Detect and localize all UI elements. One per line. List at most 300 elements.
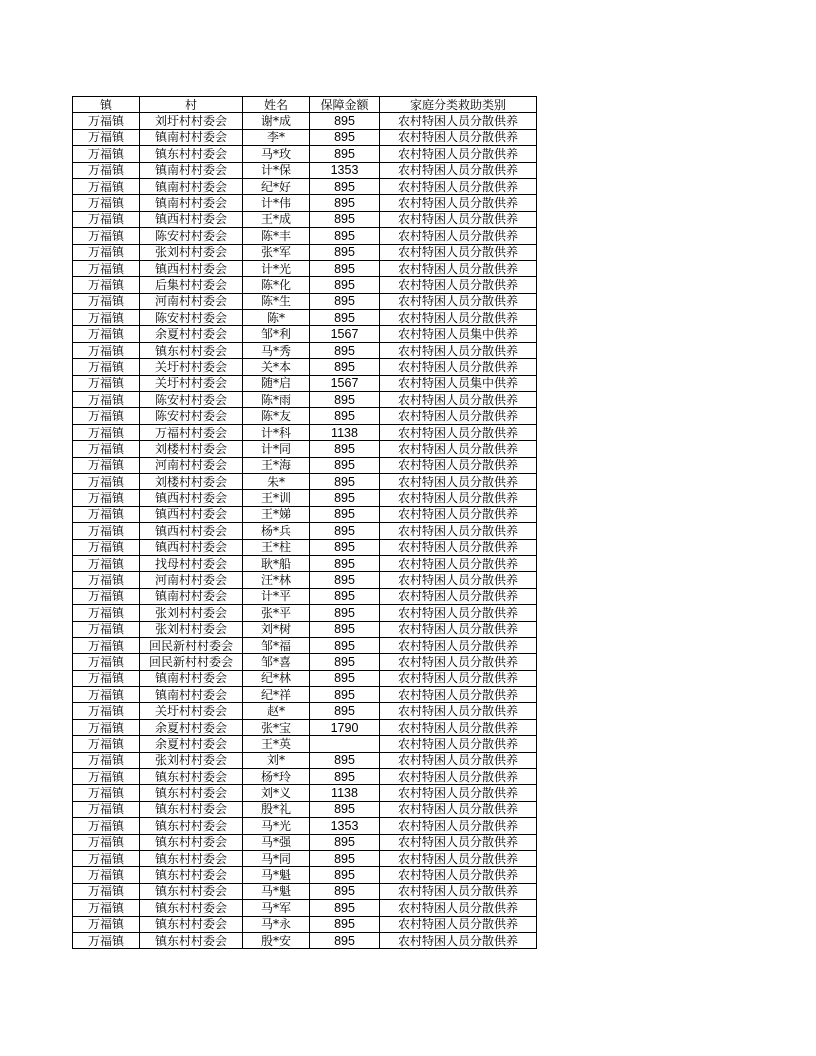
cell-name: 马*强 bbox=[243, 834, 310, 850]
cell-village: 关圩村村委会 bbox=[140, 375, 243, 391]
cell-village: 张刘村村委会 bbox=[140, 621, 243, 637]
cell-amount: 895 bbox=[310, 473, 380, 489]
cell-town: 万福镇 bbox=[73, 769, 140, 785]
table-row bbox=[73, 654, 537, 670]
cell-amount: 895 bbox=[310, 932, 380, 948]
table-row bbox=[73, 424, 537, 440]
cell-village: 镇南村村委会 bbox=[140, 195, 243, 211]
cell-category: 农村特困人员分散供养 bbox=[380, 195, 537, 211]
table-row bbox=[73, 883, 537, 899]
cell-village: 镇西村村委会 bbox=[140, 523, 243, 539]
cell-category: 农村特困人员分散供养 bbox=[380, 162, 537, 178]
cell-town: 万福镇 bbox=[73, 146, 140, 162]
cell-category: 农村特困人员分散供养 bbox=[380, 408, 537, 424]
cell-category: 农村特困人员分散供养 bbox=[380, 506, 537, 522]
cell-village: 余夏村村委会 bbox=[140, 326, 243, 342]
cell-town: 万福镇 bbox=[73, 752, 140, 768]
cell-town: 万福镇 bbox=[73, 326, 140, 342]
cell-category: 农村特困人员分散供养 bbox=[380, 605, 537, 621]
cell-name: 张*平 bbox=[243, 605, 310, 621]
cell-town: 万福镇 bbox=[73, 293, 140, 309]
table-row bbox=[73, 834, 537, 850]
cell-village: 后集村村委会 bbox=[140, 277, 243, 293]
table-row bbox=[73, 277, 537, 293]
cell-village: 镇东村村委会 bbox=[140, 818, 243, 834]
cell-village: 河南村村委会 bbox=[140, 293, 243, 309]
cell-village: 张刘村村委会 bbox=[140, 752, 243, 768]
cell-amount: 895 bbox=[310, 211, 380, 227]
cell-name: 纪*林 bbox=[243, 670, 310, 686]
cell-amount: 895 bbox=[310, 850, 380, 866]
cell-village: 镇西村村委会 bbox=[140, 211, 243, 227]
cell-category: 农村特困人员分散供养 bbox=[380, 801, 537, 817]
cell-name: 王*英 bbox=[243, 736, 310, 752]
cell-town: 万福镇 bbox=[73, 736, 140, 752]
cell-amount: 895 bbox=[310, 769, 380, 785]
cell-amount: 895 bbox=[310, 441, 380, 457]
table-row bbox=[73, 588, 537, 604]
cell-name: 张*军 bbox=[243, 244, 310, 260]
cell-town: 万福镇 bbox=[73, 555, 140, 571]
table-row bbox=[73, 146, 537, 162]
cell-amount: 895 bbox=[310, 293, 380, 309]
table-row bbox=[73, 441, 537, 457]
table-row bbox=[73, 752, 537, 768]
cell-town: 万福镇 bbox=[73, 916, 140, 932]
cell-category: 农村特困人员分散供养 bbox=[380, 654, 537, 670]
cell-name: 王*成 bbox=[243, 211, 310, 227]
cell-category: 农村特困人员分散供养 bbox=[380, 883, 537, 899]
cell-village: 张刘村村委会 bbox=[140, 244, 243, 260]
cell-village: 镇东村村委会 bbox=[140, 146, 243, 162]
table-row bbox=[73, 211, 537, 227]
cell-village: 万福村村委会 bbox=[140, 424, 243, 440]
cell-amount: 895 bbox=[310, 867, 380, 883]
cell-category: 农村特困人员分散供养 bbox=[380, 555, 537, 571]
cell-category: 农村特困人员分散供养 bbox=[380, 392, 537, 408]
cell-category: 农村特困人员分散供养 bbox=[380, 736, 537, 752]
cell-amount: 1567 bbox=[310, 375, 380, 391]
cell-name: 殷*安 bbox=[243, 932, 310, 948]
table-row bbox=[73, 523, 537, 539]
cell-town: 万福镇 bbox=[73, 818, 140, 834]
cell-name: 陈*雨 bbox=[243, 392, 310, 408]
cell-category: 农村特困人员分散供养 bbox=[380, 834, 537, 850]
cell-category: 农村特困人员分散供养 bbox=[380, 178, 537, 194]
cell-name: 耿*船 bbox=[243, 555, 310, 571]
cell-amount: 1138 bbox=[310, 785, 380, 801]
header-row bbox=[73, 97, 537, 113]
cell-name: 陈*丰 bbox=[243, 228, 310, 244]
cell-amount: 895 bbox=[310, 900, 380, 916]
cell-town: 万福镇 bbox=[73, 523, 140, 539]
cell-name: 谢*成 bbox=[243, 113, 310, 129]
cell-amount: 895 bbox=[310, 916, 380, 932]
cell-town: 万福镇 bbox=[73, 506, 140, 522]
cell-category: 农村特困人员分散供养 bbox=[380, 129, 537, 145]
cell-village: 镇南村村委会 bbox=[140, 670, 243, 686]
cell-town: 万福镇 bbox=[73, 539, 140, 555]
cell-name: 计*伟 bbox=[243, 195, 310, 211]
cell-name: 赵* bbox=[243, 703, 310, 719]
cell-town: 万福镇 bbox=[73, 850, 140, 866]
cell-village: 陈安村村委会 bbox=[140, 408, 243, 424]
table-row bbox=[73, 244, 537, 260]
cell-name: 刘*树 bbox=[243, 621, 310, 637]
cell-name: 杨*兵 bbox=[243, 523, 310, 539]
cell-amount: 895 bbox=[310, 178, 380, 194]
table-row bbox=[73, 293, 537, 309]
cell-category: 农村特困人员分散供养 bbox=[380, 490, 537, 506]
cell-name: 马*光 bbox=[243, 818, 310, 834]
cell-amount: 895 bbox=[310, 490, 380, 506]
table-row bbox=[73, 228, 537, 244]
table-row bbox=[73, 342, 537, 358]
table-row bbox=[73, 637, 537, 653]
cell-name: 马*军 bbox=[243, 900, 310, 916]
cell-name: 马*魁 bbox=[243, 867, 310, 883]
cell-amount: 895 bbox=[310, 408, 380, 424]
cell-category: 农村特困人员分散供养 bbox=[380, 473, 537, 489]
cell-village: 镇东村村委会 bbox=[140, 883, 243, 899]
cell-amount: 895 bbox=[310, 277, 380, 293]
cell-category: 农村特困人员分散供养 bbox=[380, 900, 537, 916]
table-row bbox=[73, 818, 537, 834]
cell-village: 关圩村村委会 bbox=[140, 359, 243, 375]
table-row bbox=[73, 687, 537, 703]
cell-category: 农村特困人员分散供养 bbox=[380, 703, 537, 719]
cell-amount: 895 bbox=[310, 621, 380, 637]
cell-category: 农村特困人员分散供养 bbox=[380, 932, 537, 948]
cell-category: 农村特困人员分散供养 bbox=[380, 211, 537, 227]
cell-name: 计*同 bbox=[243, 441, 310, 457]
cell-village: 镇东村村委会 bbox=[140, 900, 243, 916]
cell-town: 万福镇 bbox=[73, 637, 140, 653]
table-row bbox=[73, 506, 537, 522]
cell-village: 镇东村村委会 bbox=[140, 834, 243, 850]
cell-amount: 895 bbox=[310, 342, 380, 358]
cell-amount: 895 bbox=[310, 670, 380, 686]
table-row bbox=[73, 408, 537, 424]
cell-village: 镇东村村委会 bbox=[140, 801, 243, 817]
cell-town: 万福镇 bbox=[73, 277, 140, 293]
table-row bbox=[73, 539, 537, 555]
cell-name: 汪*林 bbox=[243, 572, 310, 588]
cell-town: 万福镇 bbox=[73, 228, 140, 244]
cell-town: 万福镇 bbox=[73, 457, 140, 473]
relief-roster-table bbox=[72, 96, 537, 949]
cell-village: 刘楼村村委会 bbox=[140, 441, 243, 457]
cell-town: 万福镇 bbox=[73, 900, 140, 916]
cell-town: 万福镇 bbox=[73, 687, 140, 703]
cell-amount: 1353 bbox=[310, 162, 380, 178]
table-row bbox=[73, 260, 537, 276]
cell-category: 农村特困人员分散供养 bbox=[380, 113, 537, 129]
cell-village: 河南村村委会 bbox=[140, 457, 243, 473]
cell-name: 马*魁 bbox=[243, 883, 310, 899]
header-name: 姓名 bbox=[243, 97, 310, 113]
cell-village: 刘楼村村委会 bbox=[140, 473, 243, 489]
cell-town: 万福镇 bbox=[73, 621, 140, 637]
header-category: 家庭分类救助类别 bbox=[380, 97, 537, 113]
cell-amount: 895 bbox=[310, 457, 380, 473]
cell-town: 万福镇 bbox=[73, 932, 140, 948]
cell-amount: 895 bbox=[310, 588, 380, 604]
cell-category: 农村特困人员分散供养 bbox=[380, 277, 537, 293]
cell-name: 随*启 bbox=[243, 375, 310, 391]
cell-village: 镇东村村委会 bbox=[140, 916, 243, 932]
cell-category: 农村特困人员分散供养 bbox=[380, 670, 537, 686]
cell-town: 万福镇 bbox=[73, 178, 140, 194]
cell-village: 镇南村村委会 bbox=[140, 687, 243, 703]
cell-amount: 895 bbox=[310, 654, 380, 670]
cell-town: 万福镇 bbox=[73, 572, 140, 588]
table-row bbox=[73, 555, 537, 571]
table-row bbox=[73, 195, 537, 211]
cell-town: 万福镇 bbox=[73, 211, 140, 227]
table-row bbox=[73, 801, 537, 817]
table-row bbox=[73, 719, 537, 735]
cell-amount: 1353 bbox=[310, 818, 380, 834]
cell-town: 万福镇 bbox=[73, 719, 140, 735]
cell-town: 万福镇 bbox=[73, 441, 140, 457]
cell-category: 农村特困人员分散供养 bbox=[380, 621, 537, 637]
cell-village: 镇南村村委会 bbox=[140, 129, 243, 145]
cell-name: 杨*玲 bbox=[243, 769, 310, 785]
cell-village: 回民新村村委会 bbox=[140, 654, 243, 670]
cell-name: 王*海 bbox=[243, 457, 310, 473]
cell-name: 纪*祥 bbox=[243, 687, 310, 703]
cell-category: 农村特困人员分散供养 bbox=[380, 293, 537, 309]
cell-town: 万福镇 bbox=[73, 490, 140, 506]
table-row bbox=[73, 605, 537, 621]
cell-town: 万福镇 bbox=[73, 654, 140, 670]
cell-amount: 895 bbox=[310, 703, 380, 719]
cell-amount: 895 bbox=[310, 244, 380, 260]
cell-category: 农村特困人员分散供养 bbox=[380, 457, 537, 473]
cell-category: 农村特困人员分散供养 bbox=[380, 572, 537, 588]
cell-amount bbox=[310, 736, 380, 752]
cell-town: 万福镇 bbox=[73, 310, 140, 326]
cell-village: 张刘村村委会 bbox=[140, 605, 243, 621]
cell-town: 万福镇 bbox=[73, 834, 140, 850]
cell-name: 马*同 bbox=[243, 850, 310, 866]
table-row bbox=[73, 932, 537, 948]
cell-town: 万福镇 bbox=[73, 359, 140, 375]
cell-name: 马*秀 bbox=[243, 342, 310, 358]
table-row bbox=[73, 900, 537, 916]
cell-name: 刘* bbox=[243, 752, 310, 768]
cell-village: 刘圩村村委会 bbox=[140, 113, 243, 129]
cell-category: 农村特困人员分散供养 bbox=[380, 850, 537, 866]
cell-village: 镇南村村委会 bbox=[140, 162, 243, 178]
table-row bbox=[73, 162, 537, 178]
table-row bbox=[73, 178, 537, 194]
cell-name: 计*保 bbox=[243, 162, 310, 178]
header-amount: 保障金额 bbox=[310, 97, 380, 113]
table-body bbox=[73, 113, 537, 949]
table-row bbox=[73, 129, 537, 145]
cell-category: 农村特困人员分散供养 bbox=[380, 752, 537, 768]
cell-village: 余夏村村委会 bbox=[140, 736, 243, 752]
cell-town: 万福镇 bbox=[73, 129, 140, 145]
cell-village: 镇南村村委会 bbox=[140, 178, 243, 194]
table-row bbox=[73, 457, 537, 473]
cell-village: 镇东村村委会 bbox=[140, 932, 243, 948]
cell-town: 万福镇 bbox=[73, 113, 140, 129]
table-row bbox=[73, 670, 537, 686]
cell-name: 邹*利 bbox=[243, 326, 310, 342]
cell-village: 回民新村村委会 bbox=[140, 637, 243, 653]
cell-village: 镇东村村委会 bbox=[140, 785, 243, 801]
table-row bbox=[73, 867, 537, 883]
cell-name: 邹*喜 bbox=[243, 654, 310, 670]
cell-category: 农村特困人员分散供养 bbox=[380, 359, 537, 375]
cell-town: 万福镇 bbox=[73, 473, 140, 489]
cell-amount: 895 bbox=[310, 637, 380, 653]
cell-amount: 1790 bbox=[310, 719, 380, 735]
cell-category: 农村特困人员分散供养 bbox=[380, 539, 537, 555]
cell-village: 陈安村村委会 bbox=[140, 228, 243, 244]
cell-category: 农村特困人员集中供养 bbox=[380, 326, 537, 342]
cell-amount: 1138 bbox=[310, 424, 380, 440]
cell-village: 陈安村村委会 bbox=[140, 310, 243, 326]
cell-category: 农村特困人员分散供养 bbox=[380, 769, 537, 785]
cell-name: 刘*义 bbox=[243, 785, 310, 801]
cell-village: 镇东村村委会 bbox=[140, 769, 243, 785]
cell-category: 农村特困人员分散供养 bbox=[380, 916, 537, 932]
cell-town: 万福镇 bbox=[73, 392, 140, 408]
cell-town: 万福镇 bbox=[73, 342, 140, 358]
cell-amount: 895 bbox=[310, 539, 380, 555]
cell-village: 镇西村村委会 bbox=[140, 539, 243, 555]
cell-village: 镇西村村委会 bbox=[140, 490, 243, 506]
table-row bbox=[73, 490, 537, 506]
cell-amount: 1567 bbox=[310, 326, 380, 342]
cell-name: 计*科 bbox=[243, 424, 310, 440]
cell-village: 余夏村村委会 bbox=[140, 719, 243, 735]
cell-town: 万福镇 bbox=[73, 408, 140, 424]
cell-name: 关*本 bbox=[243, 359, 310, 375]
cell-category: 农村特困人员集中供养 bbox=[380, 375, 537, 391]
table-row bbox=[73, 572, 537, 588]
table-row bbox=[73, 326, 537, 342]
header-village: 村 bbox=[140, 97, 243, 113]
table-row bbox=[73, 310, 537, 326]
cell-category: 农村特困人员分散供养 bbox=[380, 424, 537, 440]
cell-town: 万福镇 bbox=[73, 785, 140, 801]
table-row bbox=[73, 785, 537, 801]
table-row bbox=[73, 359, 537, 375]
cell-amount: 895 bbox=[310, 310, 380, 326]
cell-town: 万福镇 bbox=[73, 605, 140, 621]
cell-town: 万福镇 bbox=[73, 883, 140, 899]
cell-name: 王*娣 bbox=[243, 506, 310, 522]
cell-town: 万福镇 bbox=[73, 162, 140, 178]
table-header bbox=[73, 97, 537, 113]
cell-amount: 895 bbox=[310, 113, 380, 129]
cell-name: 计*光 bbox=[243, 260, 310, 276]
table-row bbox=[73, 375, 537, 391]
cell-village: 镇西村村委会 bbox=[140, 506, 243, 522]
cell-name: 王*训 bbox=[243, 490, 310, 506]
cell-town: 万福镇 bbox=[73, 801, 140, 817]
cell-name: 纪*好 bbox=[243, 178, 310, 194]
cell-category: 农村特困人员分散供养 bbox=[380, 523, 537, 539]
cell-town: 万福镇 bbox=[73, 867, 140, 883]
cell-town: 万福镇 bbox=[73, 195, 140, 211]
cell-village: 关圩村村委会 bbox=[140, 703, 243, 719]
cell-category: 农村特困人员分散供养 bbox=[380, 867, 537, 883]
cell-name: 陈*友 bbox=[243, 408, 310, 424]
cell-amount: 895 bbox=[310, 506, 380, 522]
table-row bbox=[73, 392, 537, 408]
cell-name: 殷*礼 bbox=[243, 801, 310, 817]
cell-name: 计*平 bbox=[243, 588, 310, 604]
cell-amount: 895 bbox=[310, 129, 380, 145]
cell-category: 农村特困人员分散供养 bbox=[380, 260, 537, 276]
cell-name: 李* bbox=[243, 129, 310, 145]
table-row bbox=[73, 473, 537, 489]
cell-name: 张*宝 bbox=[243, 719, 310, 735]
cell-category: 农村特困人员分散供养 bbox=[380, 310, 537, 326]
cell-amount: 895 bbox=[310, 687, 380, 703]
cell-amount: 895 bbox=[310, 605, 380, 621]
cell-category: 农村特困人员分散供养 bbox=[380, 441, 537, 457]
cell-category: 农村特困人员分散供养 bbox=[380, 818, 537, 834]
cell-category: 农村特困人员分散供养 bbox=[380, 228, 537, 244]
table-row bbox=[73, 113, 537, 129]
cell-village: 镇东村村委会 bbox=[140, 867, 243, 883]
cell-town: 万福镇 bbox=[73, 670, 140, 686]
cell-amount: 895 bbox=[310, 555, 380, 571]
cell-village: 河南村村委会 bbox=[140, 572, 243, 588]
cell-town: 万福镇 bbox=[73, 260, 140, 276]
cell-category: 农村特困人员分散供养 bbox=[380, 588, 537, 604]
table-row bbox=[73, 916, 537, 932]
cell-category: 农村特困人员分散供养 bbox=[380, 244, 537, 260]
cell-name: 陈* bbox=[243, 310, 310, 326]
cell-name: 陈*生 bbox=[243, 293, 310, 309]
cell-amount: 895 bbox=[310, 260, 380, 276]
cell-amount: 895 bbox=[310, 883, 380, 899]
cell-name: 朱* bbox=[243, 473, 310, 489]
cell-category: 农村特困人员分散供养 bbox=[380, 637, 537, 653]
table-row bbox=[73, 850, 537, 866]
cell-name: 邹*福 bbox=[243, 637, 310, 653]
cell-town: 万福镇 bbox=[73, 588, 140, 604]
cell-amount: 895 bbox=[310, 801, 380, 817]
cell-village: 陈安村村委会 bbox=[140, 392, 243, 408]
cell-amount: 895 bbox=[310, 392, 380, 408]
cell-town: 万福镇 bbox=[73, 375, 140, 391]
cell-amount: 895 bbox=[310, 572, 380, 588]
table-row bbox=[73, 621, 537, 637]
cell-town: 万福镇 bbox=[73, 424, 140, 440]
table-row bbox=[73, 703, 537, 719]
cell-category: 农村特困人员分散供养 bbox=[380, 719, 537, 735]
cell-town: 万福镇 bbox=[73, 244, 140, 260]
cell-name: 陈*化 bbox=[243, 277, 310, 293]
cell-name: 马*永 bbox=[243, 916, 310, 932]
cell-amount: 895 bbox=[310, 146, 380, 162]
cell-category: 农村特困人员分散供养 bbox=[380, 687, 537, 703]
cell-category: 农村特困人员分散供养 bbox=[380, 785, 537, 801]
table-row bbox=[73, 769, 537, 785]
cell-village: 镇东村村委会 bbox=[140, 342, 243, 358]
cell-name: 马*玫 bbox=[243, 146, 310, 162]
cell-town: 万福镇 bbox=[73, 703, 140, 719]
